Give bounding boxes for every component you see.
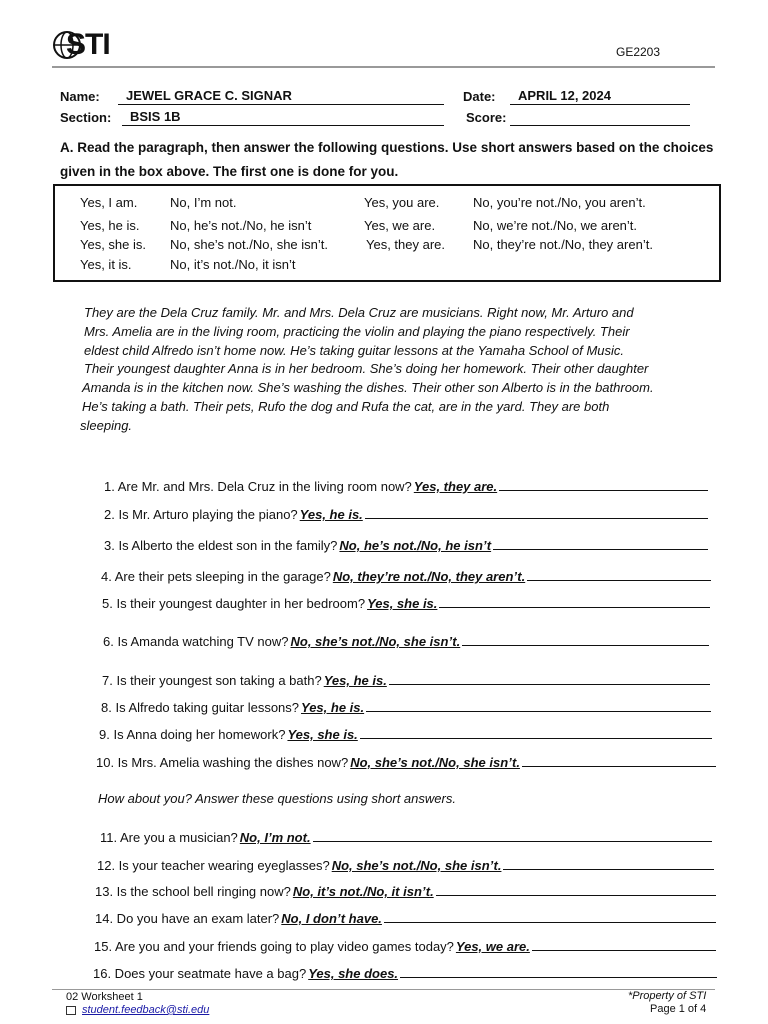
choice-item: Yes, she is. (80, 237, 147, 252)
course-code: GE2203 (616, 45, 661, 59)
question-text: 6. Is Amanda watching TV now? (103, 634, 289, 649)
answer-line (360, 726, 712, 739)
answer-field[interactable]: Yes, she is. (287, 727, 358, 742)
choice-item: Yes, you are. (364, 195, 440, 210)
answer-field[interactable]: Yes, we are. (455, 939, 530, 954)
choice-item: Yes, it is. (80, 257, 132, 272)
answer-line (499, 478, 708, 491)
choice-item: No, we’re not./No, we aren’t. (473, 218, 638, 233)
answer-field[interactable]: Yes, she is. (367, 596, 438, 611)
question-row (94, 938, 716, 954)
email-icon (66, 1006, 76, 1015)
question-row (101, 568, 711, 584)
answer-line (313, 829, 712, 842)
paragraph-line: Mrs. Amelia are in the living room, practicing the violin and playing the piano respectively. Their (84, 323, 630, 339)
paragraph-line: Their youngest daughter Anna is in her bedroom. She’s doing her homework. Their other daughter (84, 361, 649, 377)
footer-divider (52, 989, 715, 990)
question-row (102, 595, 710, 611)
question-row (99, 726, 712, 742)
question-text: 11. Are you a musician? (100, 830, 238, 845)
choice-item: Yes, we are. (364, 218, 436, 233)
answer-field[interactable]: No, he’s not./No, he isn’t (339, 538, 492, 553)
answer-line (493, 537, 708, 550)
answer-line (400, 965, 717, 978)
question-row (100, 829, 712, 845)
question-text: 4. Are their pets sleeping in the garage? (101, 569, 331, 584)
choice-item: Yes, I am. (80, 195, 138, 210)
header-divider (52, 66, 715, 68)
question-row (96, 754, 716, 770)
question-text: 14. Do you have an exam later? (95, 911, 280, 926)
answer-line (365, 506, 708, 519)
question-row (104, 506, 708, 522)
subheading: How about you? Answer these questions using short answers. (98, 791, 456, 806)
question-text: 8. Is Alfredo taking guitar lessons? (101, 700, 300, 715)
answer-field[interactable]: Yes, she does. (308, 966, 399, 981)
instruction-text: A. Read the paragraph, then answer the following questions. Use short answers based on the choices given in the box above. The first one is done for you. (60, 140, 714, 179)
question-row (104, 478, 708, 494)
paragraph-line: eldest child Alfredo isn’t home now. He’s taking guitar lessons at the Yamaha School of Music. (84, 342, 625, 358)
question-text: 13. Is the school bell ringing now? (95, 884, 291, 899)
name-label: Name: (60, 89, 100, 104)
question-text: 15. Are you and your friends going to play video games today? (94, 939, 454, 954)
choice-item: No, you’re not./No, you aren’t. (473, 195, 646, 210)
date-label: Date: (463, 89, 496, 104)
choice-item: Yes, he is. (80, 218, 140, 233)
question-text: 16. Does your seatmate have a bag? (93, 966, 307, 981)
paragraph-line: sleeping. (80, 417, 133, 433)
question-text: 3. Is Alberto the eldest son in the family? (104, 538, 338, 553)
answer-line (366, 699, 711, 712)
date-field[interactable]: APRIL 12, 2024 (510, 87, 690, 105)
answer-field[interactable]: No, it’s not./No, it isn’t. (292, 884, 434, 899)
choice-item: No, I’m not. (170, 195, 237, 210)
paragraph-line: Amanda is in the kitchen now. She’s washing the dishes. Their other son Alberto is in the bathroom. (82, 380, 654, 396)
answer-field[interactable]: No, she’s not./No, she isn’t. (331, 858, 502, 873)
question-row (93, 965, 717, 981)
choice-item: No, they’re not./No, they aren’t. (473, 237, 653, 252)
question-row (102, 672, 710, 688)
answer-field[interactable]: No, she’s not./No, she isn’t. (350, 755, 520, 770)
choice-item: No, he’s not./No, he isn’t (170, 218, 312, 233)
sti-logo: STI (66, 28, 110, 61)
answer-line (503, 857, 714, 870)
answer-field[interactable]: No, they’re not./No, they aren’t. (332, 569, 526, 584)
feedback-email-row (66, 1004, 209, 1016)
answer-line (389, 672, 710, 685)
question-row (95, 883, 716, 899)
answer-line (522, 754, 716, 767)
question-text: 9. Is Anna doing her homework? (99, 727, 286, 742)
property-label: *Property of STI (628, 990, 707, 1002)
answer-line (439, 595, 710, 608)
answer-line (462, 633, 709, 646)
answer-field[interactable]: Yes, he is. (299, 507, 363, 522)
worksheet-label: 02 Worksheet 1 (66, 991, 143, 1003)
question-text: 7. Is their youngest son taking a bath? (102, 673, 322, 688)
answer-field[interactable]: Yes, he is. (301, 700, 365, 715)
paragraph-line: He’s taking a bath. Their pets, Rufo the dog and Rufa the cat, are in the yard. They are both (82, 398, 610, 414)
section-label: Section: (60, 110, 112, 125)
feedback-email-link[interactable]: student.feedback@sti.edu (82, 1004, 210, 1016)
question-row (103, 633, 709, 649)
answer-line (384, 910, 716, 923)
reading-paragraph (80, 304, 700, 436)
answer-field[interactable]: No, I don’t have. (281, 911, 382, 926)
question-text: 2. Is Mr. Arturo playing the piano? (104, 507, 298, 522)
answer-line (436, 883, 716, 896)
answer-line (532, 938, 716, 951)
section-field[interactable]: BSIS 1B (122, 108, 444, 126)
score-label: Score: (466, 110, 507, 125)
question-text: 10. Is Mrs. Amelia washing the dishes now? (96, 755, 349, 770)
score-field[interactable] (510, 108, 690, 126)
answer-field[interactable]: No, I’m not. (239, 830, 311, 845)
choice-item: No, she’s not./No, she isn’t. (170, 237, 329, 252)
question-row (97, 857, 714, 873)
question-row (104, 537, 708, 553)
question-text: 5. Is their youngest daughter in her bedroom? (102, 596, 366, 611)
question-row (95, 910, 716, 926)
name-field[interactable]: JEWEL GRACE C. SIGNAR (118, 87, 444, 105)
choice-item: Yes, they are. (366, 237, 446, 252)
answer-line (527, 568, 711, 581)
question-text: 12. Is your teacher wearing eyeglasses? (97, 858, 330, 873)
paragraph-line: They are the Dela Cruz family. Mr. and Mrs. Dela Cruz are musicians. Right now, Mr. Arturo and (84, 305, 634, 320)
answer-field[interactable]: Yes, they are. (413, 479, 498, 494)
answer-field[interactable]: No, she’s not./No, she isn’t. (290, 634, 461, 649)
answer-field[interactable]: Yes, he is. (323, 673, 387, 688)
question-text: 1. Are Mr. and Mrs. Dela Cruz in the living room now? (104, 479, 412, 494)
page-number: Page 1 of 4 (650, 1003, 707, 1015)
choice-item: No, it’s not./No, it isn’t (170, 257, 296, 272)
question-row (101, 699, 711, 715)
